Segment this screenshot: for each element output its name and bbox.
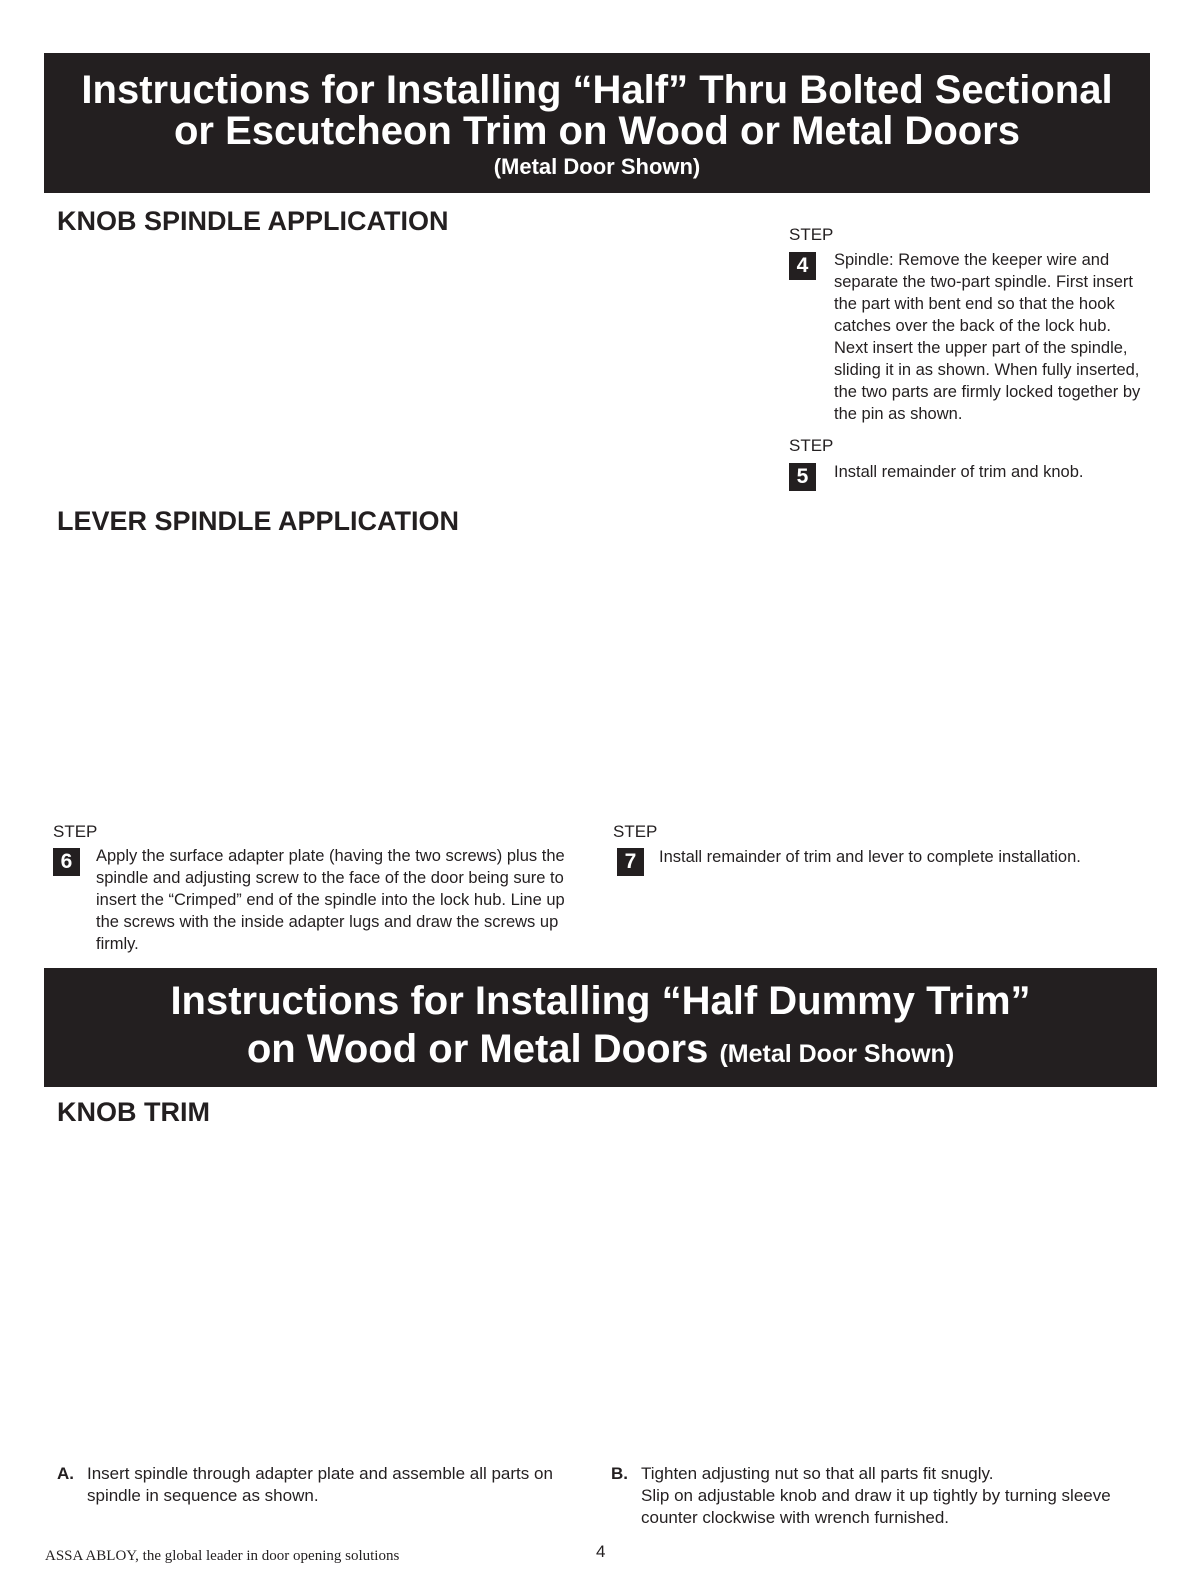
top-title-subtitle: (Metal Door Shown)	[493, 154, 701, 179]
top-title-line-1: Instructions for Installing “Half” Thru Bolted Sectional	[81, 68, 1113, 112]
instruction-b-letter: B.	[611, 1464, 628, 1483]
step-4-number: 4	[789, 252, 816, 280]
step-7-text: Install remainder of trim and lever to complete installation.	[659, 848, 1081, 866]
bottom-title-line-2-main: on Wood or Metal Doors	[246, 1027, 709, 1071]
knob-spindle-heading: KNOB SPINDLE APPLICATION	[57, 206, 449, 236]
step-6-label: STEP	[53, 822, 98, 841]
step-6-text: Apply the surface adapter plate (having the two screws) plus the spindle and adjusting screw to the face of the door being sure to insert the “Crimped” end of the spindle into the lock hub. Line up the screws with the inside adapter lugs and draw the screws up firmly.	[96, 847, 565, 953]
bottom-title-banner	[44, 968, 1157, 1087]
instruction-a-text: Insert spindle through adapter plate and assemble all parts on spindle in sequence as shown.	[87, 1464, 553, 1505]
step-5-label: STEP	[789, 436, 834, 455]
instruction-b-line-2: Slip on adjustable knob and draw it up tightly by turning sleeve counter clockwise with wrench furnished.	[641, 1486, 1111, 1527]
bottom-title-subtitle: (Metal Door Shown)	[719, 1040, 955, 1068]
footer-tagline: ASSA ABLOY, the global leader in door opening solutions	[45, 1548, 400, 1564]
step-4-label: STEP	[789, 225, 834, 244]
instruction-b-line-1: Tighten adjusting nut so that all parts fit snugly.	[641, 1464, 994, 1483]
top-title-line-2: or Escutcheon Trim on Wood or Metal Doors	[174, 109, 1020, 153]
step-5-number: 5	[789, 463, 816, 491]
step-7-number: 7	[617, 848, 644, 876]
instruction-a-letter: A.	[57, 1464, 74, 1483]
step-5-text: Install remainder of trim and knob.	[834, 463, 1084, 481]
top-title-banner	[44, 53, 1150, 193]
bottom-title-line-1: Instructions for Installing “Half Dummy Trim”	[170, 979, 1031, 1023]
page-number: 4	[596, 1542, 606, 1561]
knob-trim-heading: KNOB TRIM	[57, 1097, 210, 1127]
step-4-text: Spindle: Remove the keeper wire and separate the two-part spindle. First insert the part with bent end so that the hook catches over the back of the lock hub. Next insert the upper part of the spindle, sliding it in as shown. When fully inserted, the two parts are firmly locked together by the pin as shown.	[834, 251, 1141, 423]
instruction-b-text	[641, 1463, 1151, 1529]
step-6-number: 6	[53, 848, 80, 876]
step-7-label: STEP	[613, 822, 658, 841]
bottom-title-line-2	[44, 1026, 1157, 1077]
lever-spindle-heading: LEVER SPINDLE APPLICATION	[57, 506, 460, 536]
